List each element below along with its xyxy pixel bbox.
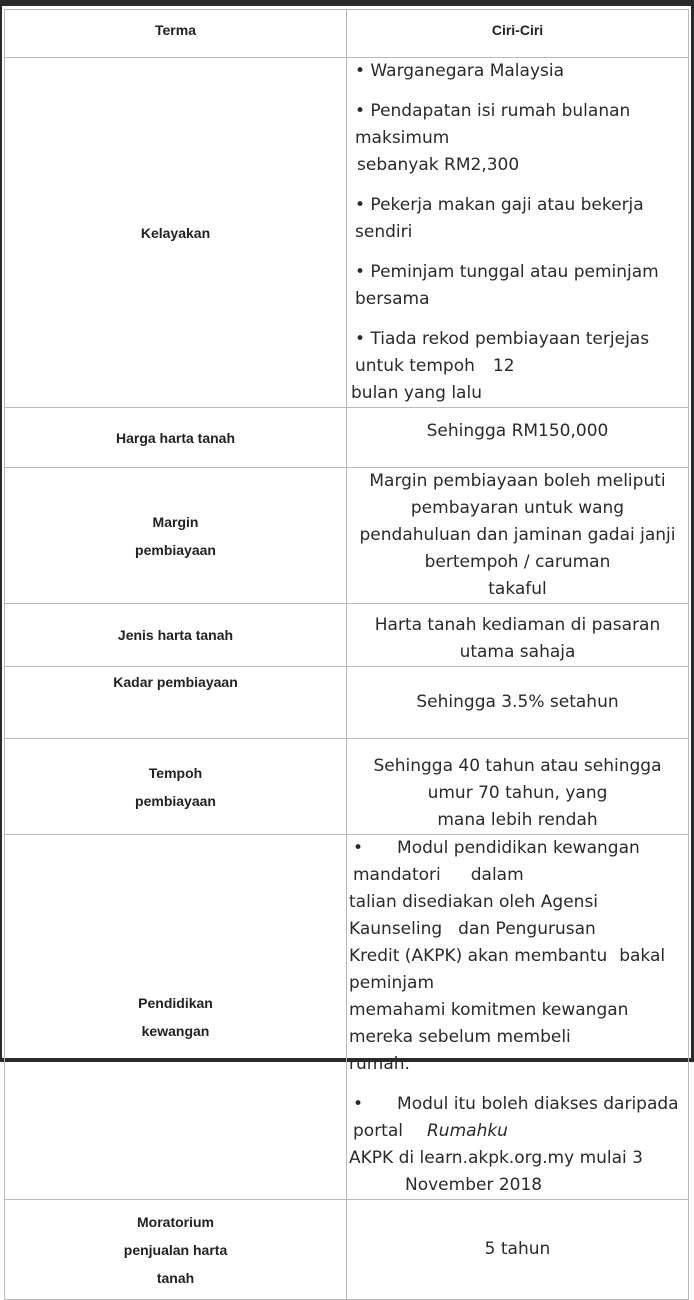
table-row xyxy=(5,667,689,739)
value-moratorium: 5 tahun xyxy=(347,1200,689,1300)
term-kadar-pembiayaan: Kadar pembiayaan xyxy=(5,667,347,739)
value-kadar-pembiayaan: Sehingga 3.5% setahun xyxy=(347,667,689,739)
value-harga-harta-tanah: Sehingga RM150,000 xyxy=(347,408,689,468)
header-terma: Terma xyxy=(5,10,347,58)
table-row xyxy=(5,1200,689,1300)
table-row xyxy=(5,604,689,667)
table-header-row xyxy=(5,10,689,58)
table-row xyxy=(5,58,689,408)
table-row xyxy=(5,739,689,835)
list-item: • Modul pendidikan kewangan mandatori dalam talian disediakan oleh Agensi Kaunseling dan Pengurusan Kredit (AKPK) akan membantu bakal peminjam memahami komitmen kewanganmereka sebelum membeli rumah. xyxy=(349,838,666,1074)
financing-terms-table xyxy=(4,9,689,1300)
value-kelayakan xyxy=(347,58,689,408)
term-moratorium: Moratorium penjualan harta tanah xyxy=(5,1200,347,1300)
term-harga-harta-tanah: Harga harta tanah xyxy=(5,408,347,468)
list-item: • Pendapatan isi rumah bulanan maksimum sebanyak RM2,300 xyxy=(355,101,631,175)
list-item: • Pekerja makan gaji atau bekerja sendiri xyxy=(355,195,644,242)
value-jenis-harta-tanah: Harta tanah kediaman di pasaran utama sahaja xyxy=(347,604,689,667)
term-jenis-harta-tanah: Jenis harta tanah xyxy=(5,604,347,667)
value-tempoh-pembiayaan: Sehingga 40 tahun atau sehingga umur 70 tahun, yang mana lebih rendah xyxy=(347,739,689,835)
value-margin-pembiayaan: Margin pembiayaan boleh meliputi pembayaran untuk wang pendahuluan dan jaminan gadai janji bertempoh / caruman takaful xyxy=(347,468,689,604)
table-row xyxy=(5,835,689,1200)
term-pendidikan-kewangan: Pendidikan kewangan xyxy=(5,835,347,1200)
term-tempoh-pembiayaan: Tempoh pembiayaan xyxy=(5,739,347,835)
term-kelayakan: Kelayakan xyxy=(5,58,347,408)
value-pendidikan-kewangan xyxy=(347,835,689,1200)
list-item: • Peminjam tunggal atau peminjam bersama xyxy=(355,262,659,309)
table-row xyxy=(5,468,689,604)
table-row xyxy=(5,408,689,468)
header-ciri-ciri: Ciri-Ciri xyxy=(347,10,689,58)
list-item: • Modul itu boleh diakses daripada portal Rumahku AKPK di learn.akpk.org.my mulai 3November 2018 xyxy=(349,1094,679,1195)
term-margin-pembiayaan: Margin pembiayaan xyxy=(5,468,347,604)
list-item: • Warganegara Malaysia xyxy=(355,61,565,81)
list-item: • Tiada rekod pembiayaan terjejas untuk tempoh 12 bulan yang lalu xyxy=(351,329,650,403)
